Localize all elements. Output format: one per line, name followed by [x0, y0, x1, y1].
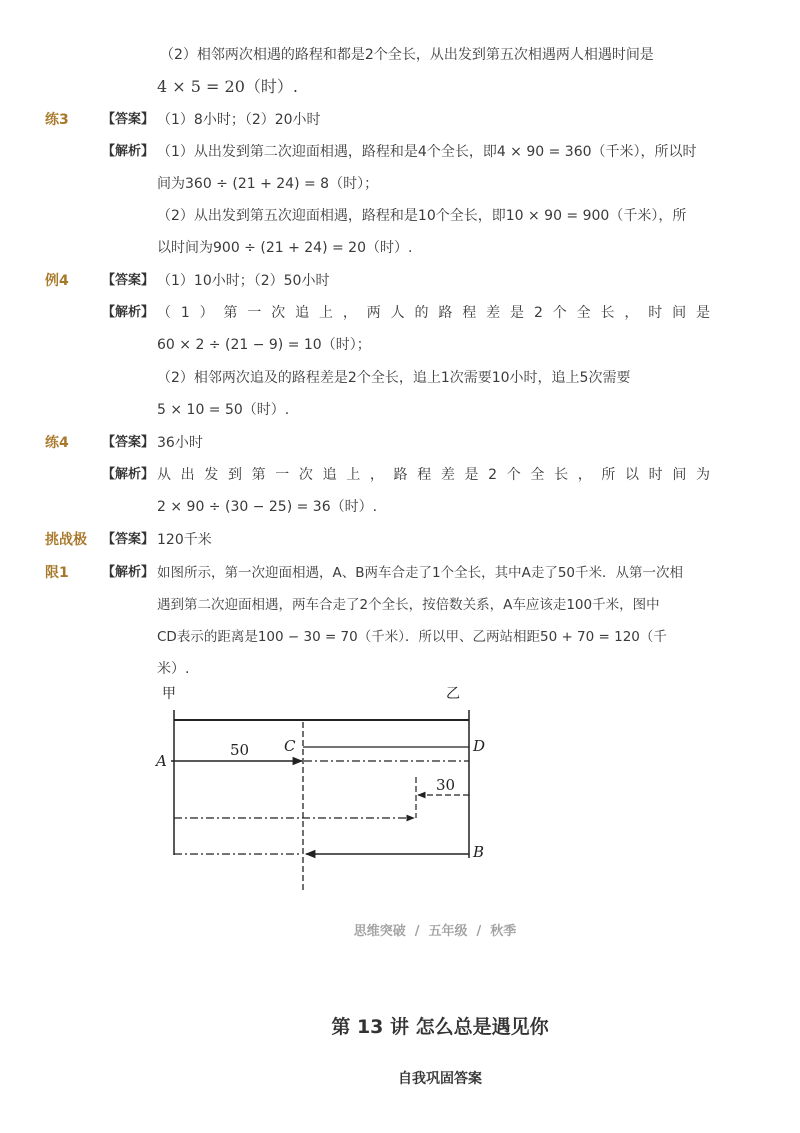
tiaozhan-answer: 120千米: [157, 532, 212, 548]
tiaozhan-analysis-label: 【解析】: [102, 565, 155, 580]
cont-line-1: （2）相邻两次相遇的路程和都是2个全长，从出发到第五次相遇两人相遇时间是: [160, 47, 654, 63]
label-yi: 乙: [446, 686, 460, 702]
footer-season: 秋季: [490, 924, 517, 939]
lian3-tag: 练3: [45, 112, 69, 128]
lian4-line-1: 从出发到第一次追上，路程差是2个全长，所以时间为: [157, 467, 712, 483]
label-b: B: [473, 843, 485, 861]
tiaozhan-answer-label: 【答案】: [102, 532, 155, 547]
tiaozhan-tag-2: 限1: [45, 565, 69, 581]
cont-line-2: 4 × 5 = 20（时）.: [157, 77, 298, 96]
li4-answer: （1）10小时；（2）50小时: [157, 273, 330, 289]
lian4-line-2: 2 × 90 ÷ (30 − 25) = 36（时）.: [157, 499, 378, 515]
label-c: C: [284, 737, 296, 755]
label-jia: 甲: [162, 686, 176, 702]
lian3-line-2: 间为360 ÷ (21 + 24) = 8（时）；: [157, 176, 379, 192]
label-a: A: [156, 752, 167, 770]
footer-book: 思维突破: [353, 924, 406, 939]
tiaozhan-line-4: 米）.: [157, 661, 190, 677]
lian3-answer: （1）8小时；（2）20小时: [157, 112, 321, 128]
li4-analysis-label: 【解析】: [102, 305, 155, 320]
lian3-line-1: （1）从出发到第二次迎面相遇，路程和是4个全长，即4 × 90 = 360（千米），所以时: [157, 144, 697, 160]
tiaozhan-line-1: 如图所示，第一次迎面相遇，A、B两车合走了1个全长，其中A走了50千米．从第一次相: [157, 565, 683, 581]
section-subtitle: 自我巩固答案: [398, 1071, 482, 1087]
lian3-answer-label: 【答案】: [102, 112, 155, 127]
tiaozhan-tag-1: 挑战极: [45, 532, 87, 548]
footer-sep-2: /: [476, 924, 482, 939]
li4-line-4: 5 × 10 = 50（时）.: [157, 402, 290, 418]
label-30: 30: [436, 776, 456, 794]
lian3-line-3: （2）从出发到第五次迎面相遇，路程和是10个全长，即10 × 90 = 900（千米），所: [157, 208, 687, 224]
chapter-title: 第 13 讲 怎么总是遇见你: [331, 1016, 549, 1038]
footer-sep-1: /: [414, 924, 420, 939]
lian4-answer-label: 【答案】: [102, 435, 155, 450]
lian4-answer: 36小时: [157, 435, 203, 451]
li4-line-3: （2）相邻两次追及的路程差是2个全长，追上1次需要10小时，追上5次需要: [157, 370, 631, 386]
label-50: 50: [230, 741, 250, 759]
page-footer: [0, 920, 800, 939]
lian4-analysis-label: 【解析】: [102, 467, 155, 482]
li4-line-2: 60 × 2 ÷ (21 − 9) = 10（时）；: [157, 337, 371, 353]
footer-grade: 五年级: [428, 924, 468, 939]
li4-line-1: （1）第一次追上，两人的路程差是2个全长，时间是: [157, 305, 712, 321]
lian3-analysis-label: 【解析】: [102, 144, 155, 159]
lian4-tag: 练4: [45, 435, 69, 451]
lian3-line-4: 以时间为900 ÷ (21 + 24) = 20（时）.: [157, 240, 413, 256]
tiaozhan-line-2: 遇到第二次迎面相遇，两车合走了2个全长，按倍数关系，A车应该走100千米，图中: [157, 597, 660, 613]
label-d: D: [473, 737, 486, 755]
li4-answer-label: 【答案】: [102, 273, 155, 288]
li4-tag: 例4: [45, 273, 69, 289]
tiaozhan-line-3: CD表示的距离是100 − 30 = 70（千米）．所以甲、乙两站相距50 + 70 = 120（千: [157, 629, 667, 645]
